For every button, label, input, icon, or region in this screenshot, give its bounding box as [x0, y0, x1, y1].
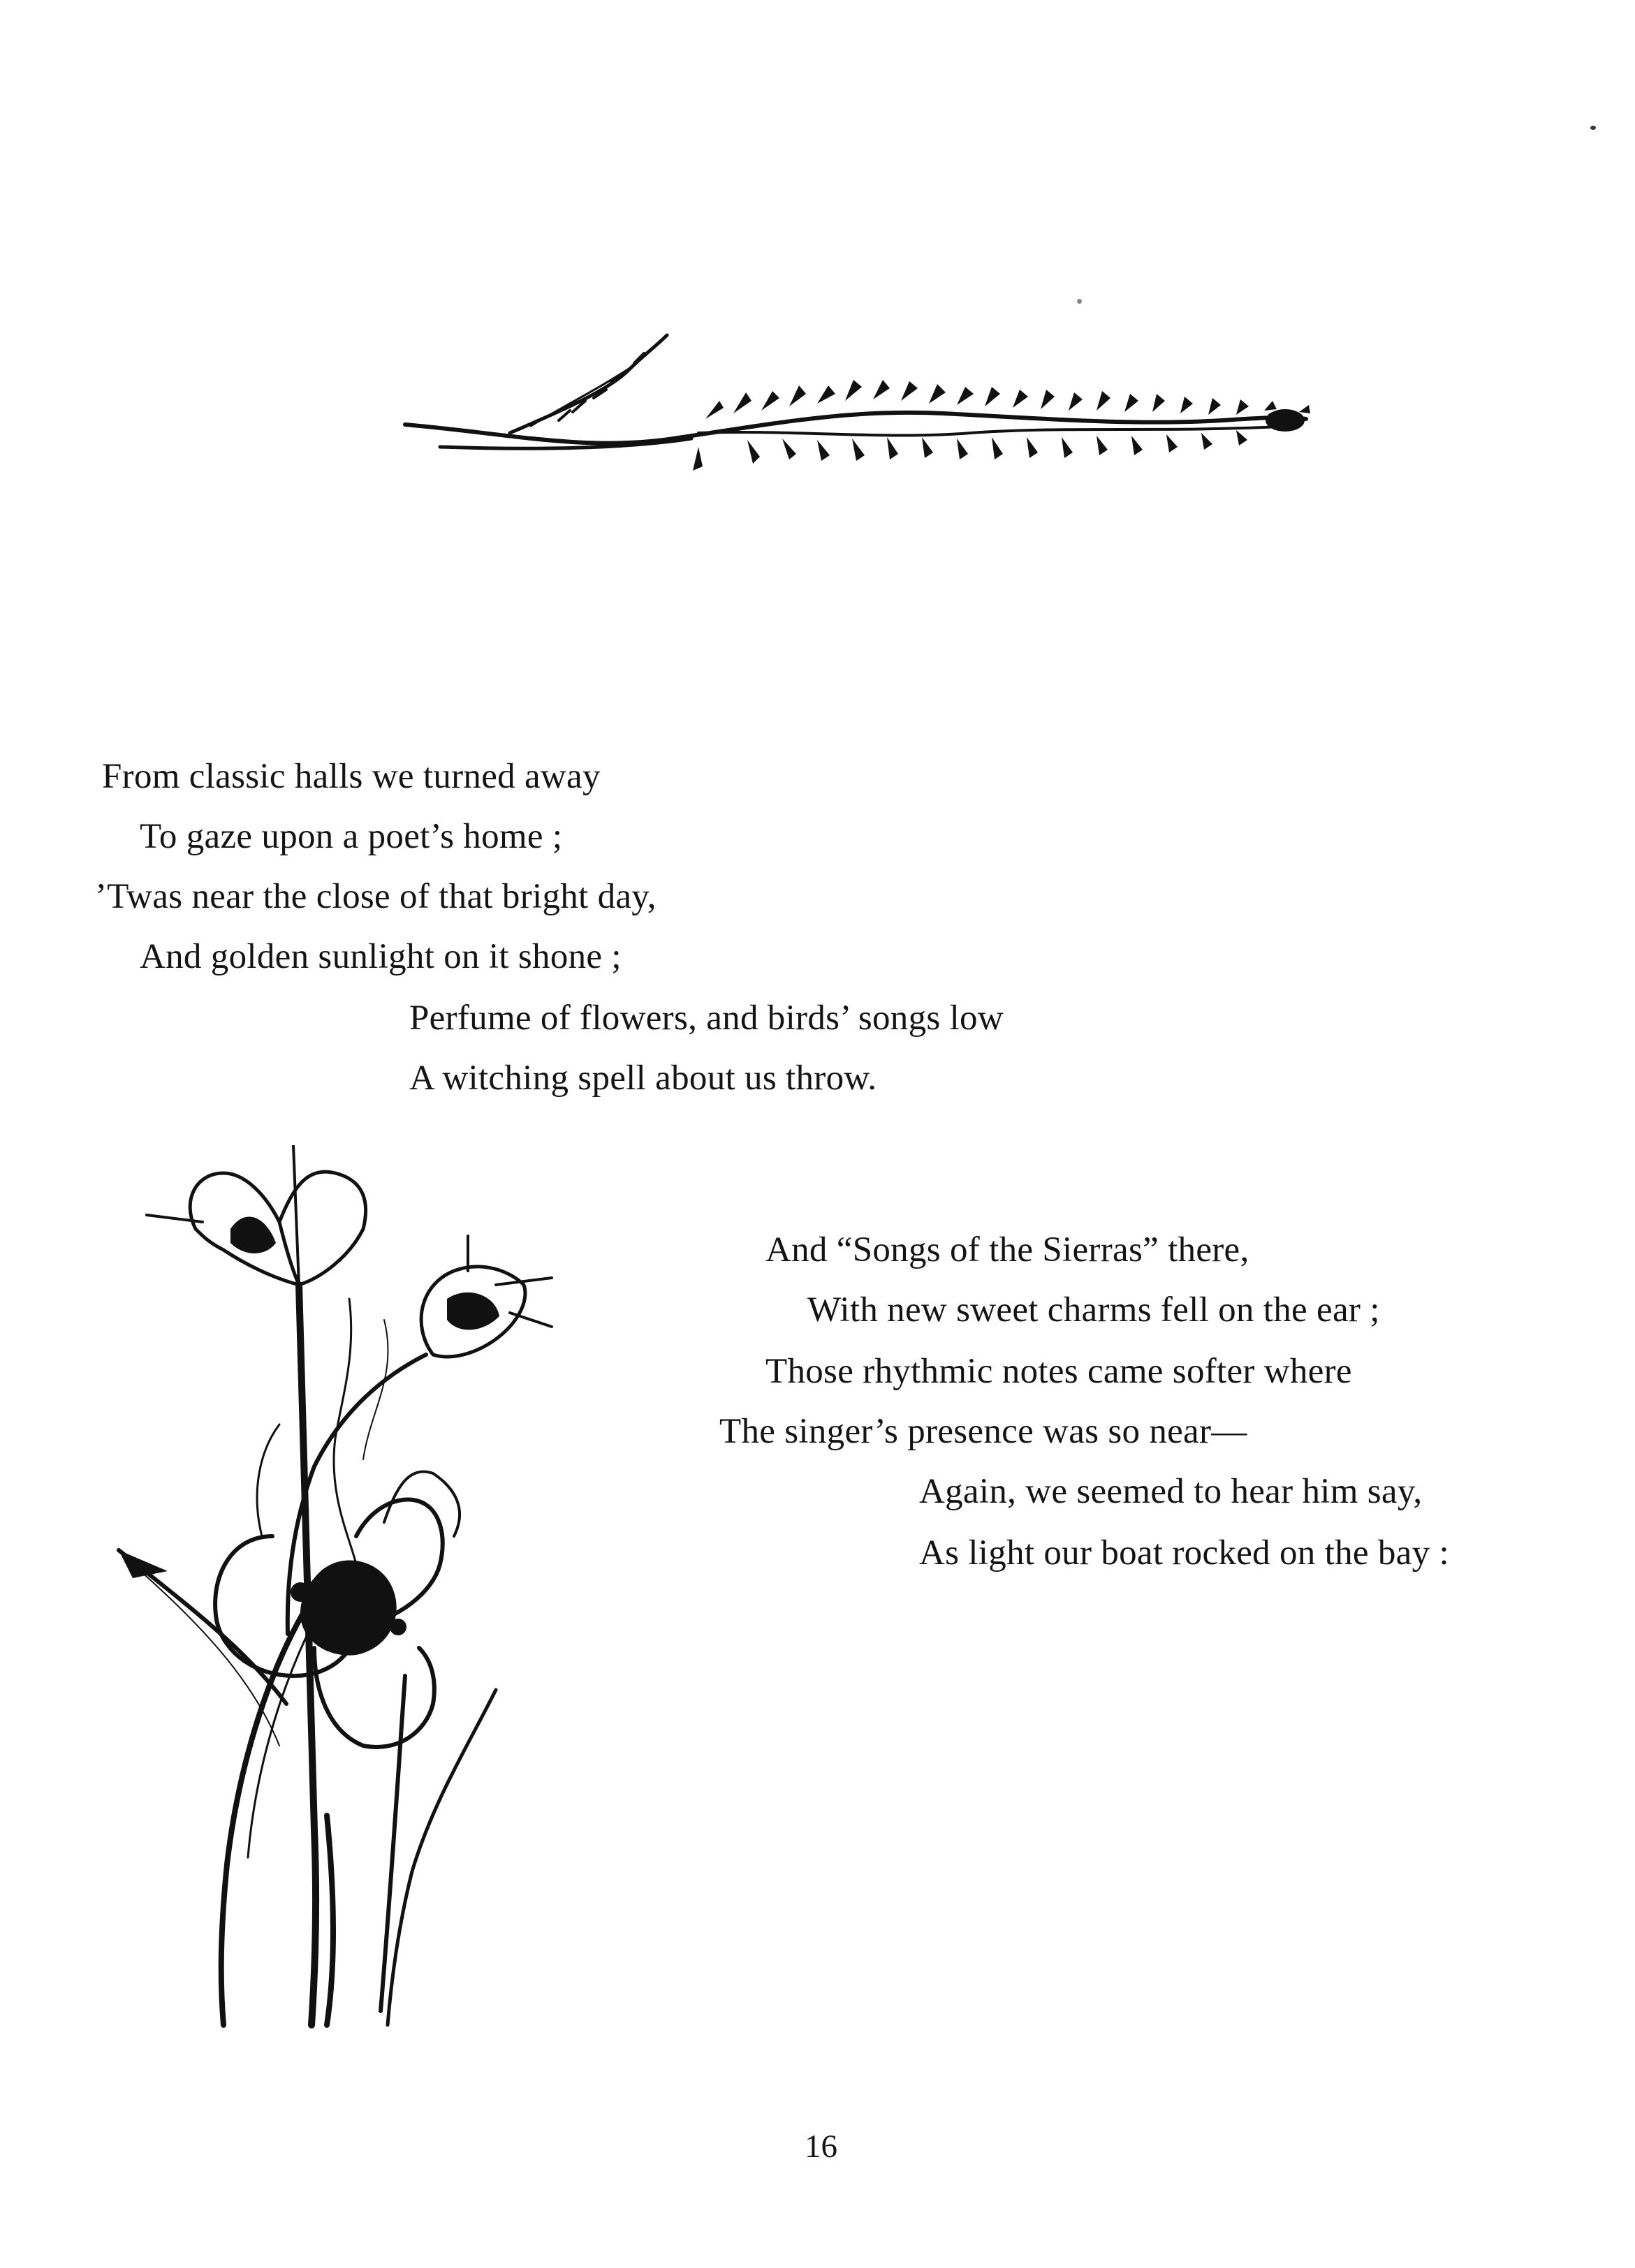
verse-line: ’Twas near the close of that bright day, [95, 877, 657, 916]
mariposa-lily-illustration [105, 1145, 580, 2039]
scan-speck [1077, 299, 1082, 304]
verse-line: Those rhythmic notes came softer where [765, 1352, 1352, 1391]
verse-line: From classic halls we turned away [102, 757, 601, 796]
page-number: 16 [805, 2128, 837, 2165]
verse-line: As light our boat rocked on the bay : [919, 1533, 1449, 1573]
verse-line: To gaze upon a poet’s home ; [140, 817, 563, 856]
verse-line: And golden sunlight on it shone ; [140, 937, 622, 976]
fern-sprig-illustration [398, 328, 1320, 524]
verse-line: And “Songs of the Sierras” there, [765, 1230, 1249, 1269]
verse-line: With new sweet charms fell on the ear ; [807, 1290, 1380, 1330]
verse-line: A witching spell about us throw. [409, 1059, 877, 1098]
verse-line: Perfume of flowers, and birds’ songs low [409, 999, 1004, 1038]
verse-line: The singer’s presence was so near— [719, 1412, 1247, 1451]
verse-line: Again, we seemed to hear him say, [919, 1472, 1423, 1511]
scan-speck [1590, 126, 1596, 130]
